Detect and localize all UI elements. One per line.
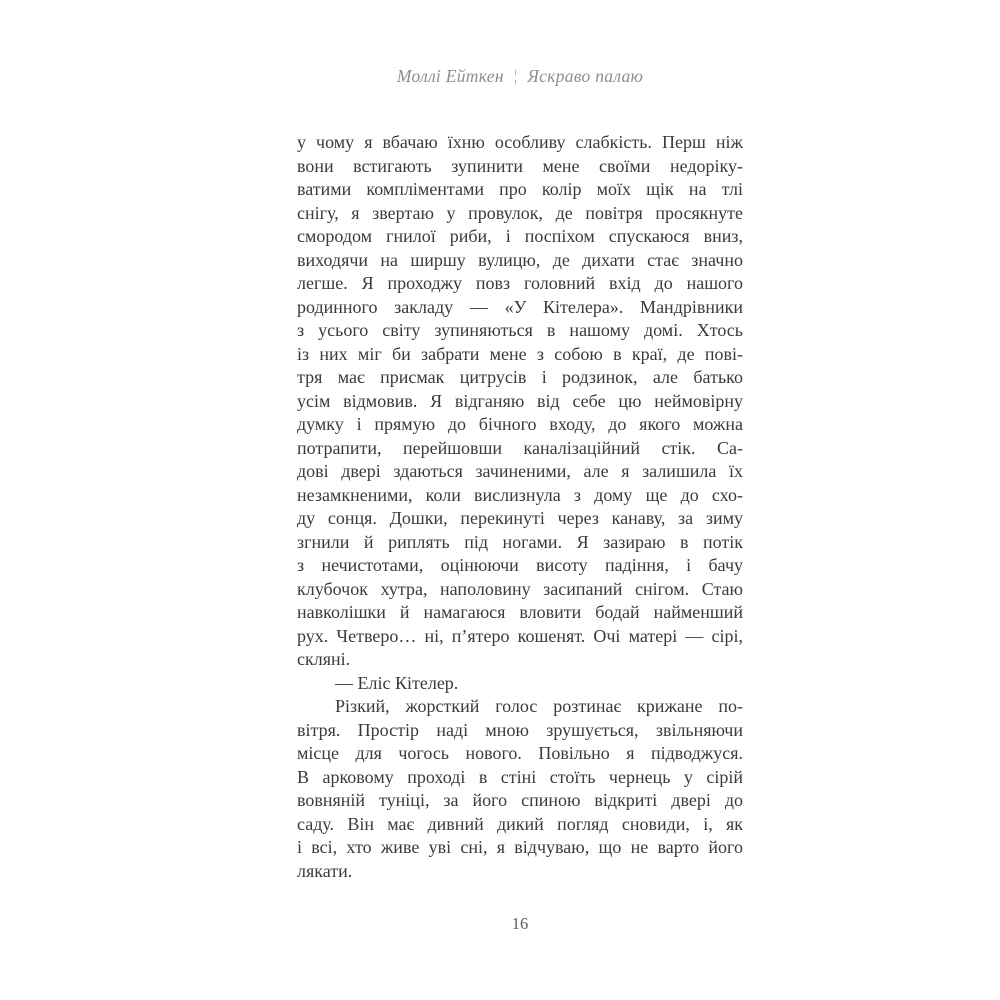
body-line: думку і прямую до бічного входу, до якого можна (297, 414, 743, 434)
running-head-title: Яскраво палаю (527, 66, 644, 86)
running-head-author: Моллі Ейткен (396, 66, 504, 86)
body-line: навколішки й намагаюся вловити бодай найменший (297, 602, 743, 622)
body-line: ватими компліментами про колір моїх щік на тлі (297, 179, 743, 199)
body-line: лякати. (297, 860, 353, 881)
body-line: В арковому проході в стіні стоїть чернець у сірій (297, 766, 743, 787)
page-number: 16 (511, 914, 529, 933)
body-line: вітря. Простір наді мною зрушується, звільняючи (297, 719, 743, 740)
body-line: виходячи на ширшу вулицю, де дихати стає значно (297, 249, 743, 270)
body-line: вовняній туніці, за його спиною відкриті двері до (297, 790, 743, 810)
body-line: легше. Я проходжу повз головний вхід до нашого (297, 273, 743, 293)
body-line: снігу, я звертаю у провулок, де повітря просякнуте (297, 202, 743, 223)
body-line: з нечистотами, оцінюючи висоту падіння, і бачу (297, 555, 743, 575)
body-line: місце для чогось нового. Повільно я підводжуся. (297, 743, 743, 763)
running-head-separator: ¦ (513, 68, 518, 85)
body-line: і всі, хто живе уві сні, я відчуваю, що не варто його (297, 837, 743, 857)
body-line: саду. Він має дивний дикий погляд сновиди, і, як (297, 813, 743, 834)
body-line: у чому я вбачаю їхню особливу слабкість. Перш ніж (297, 132, 743, 152)
body-line: із них міг би забрати мене з собою в краї, де пові- (297, 343, 743, 364)
body-line: дові двері здаються зачиненими, але я залишила їх (297, 461, 743, 481)
body-line: згнили й риплять під ногами. Я зазираю в потік (297, 531, 743, 552)
body-line: ду сонця. Дошки, перекинуті через канаву, за зиму (297, 508, 743, 528)
body-line: клубочок хутра, наполовину засипаний снігом. Стаю (297, 578, 743, 599)
body-line: — Еліс Кітелер. (335, 672, 459, 693)
body-lines (297, 131, 743, 883)
body-line: Різкий, жорсткий голос розтинає крижане по- (335, 696, 743, 716)
body-line: усім відмовив. Я відганяю від себе цю неймовірну (297, 390, 743, 411)
body-line: потрапити, перейшовши каналізаційний стік. Са- (297, 437, 743, 458)
body-line: рух. Четверо… ні, пʼятеро кошенят. Очі матері — сірі, (297, 625, 743, 646)
running-head (297, 66, 743, 87)
body-line: тря має присмак цитрусів і родзинок, але батько (297, 367, 743, 387)
body-line: смородом гнилої риби, і поспіхом спускаюся вниз, (297, 226, 743, 246)
body-line: скляні. (297, 649, 351, 669)
body-line: незамкненими, коли вислизнула з дому ще до схо- (297, 484, 743, 505)
body-line: вони встигають зупинити мене своїми недоріку- (297, 155, 743, 176)
body-line: з усього світу зупиняються в нашому домі. Хтось (297, 320, 743, 340)
body-line: родинного закладу — «У Кітелера». Мандрівники (297, 296, 743, 317)
